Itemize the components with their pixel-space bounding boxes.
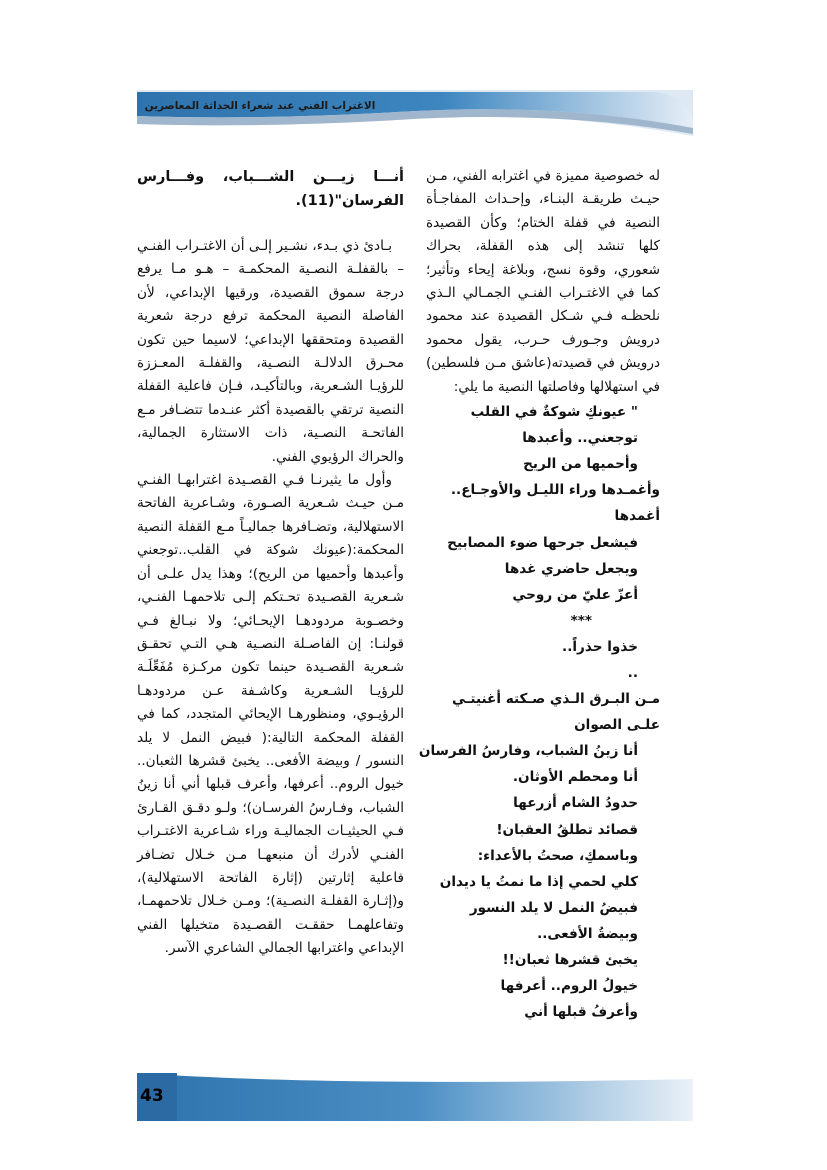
poem-line: وباسمكِ، صحتُ بالأعداء: xyxy=(477,847,638,864)
poem-line: أنا زينُ الشباب، وفارسُ الفرسان xyxy=(418,743,638,760)
poem-line: .. xyxy=(627,665,638,681)
poem-line: وأغمـدها وراء الليـل والأوجـاع.. أغمدها xyxy=(450,482,660,525)
right-intro-paragraph: له خصوصية مميزة في اغترابه الفني، مـن حيـث طريقـة البنـاء، وإحـداث المفاجـأة النصية في قفلة الختام؛ وكأن القصيدة كلها تنشد إلى هذه القفلة، بحراك شعوري، وقوة نسج، وبلاغة إيحاء وتأثير؛ كما في الاغتـراب الفنـي الجمـالي الـذي نلحظـه فـي شـكل القصيدة عند محمود درويش وجـورف حـرب، يقول محمود درويش في قصيدته(عاشق مـن فلسطين) في استهلالها وفاصلتها النصية ما يلي: xyxy=(426,168,660,395)
poem-line: فبيضُ النمل لا يلد النسور xyxy=(469,899,638,916)
poem-line: قصائد تطلقُ العقبان! xyxy=(496,821,638,838)
poem-line: خيولُ الروم.. أعرفها xyxy=(500,978,638,995)
page-number: 43 xyxy=(140,1086,164,1106)
poem-line: فيشعل جرحها ضوء المصابيح xyxy=(447,534,638,551)
left-lead-verse: أنـــا زيـــن الشـــباب، وفـــارس الفرسان"(11). xyxy=(137,169,404,209)
poem-line: وبيضةُ الأفعى.. xyxy=(537,925,638,942)
poem-line: يخبئ قشرها ثعبان!! xyxy=(502,952,638,969)
poem-separator: *** xyxy=(570,612,592,629)
poem-line: خذوا حذراً.. xyxy=(562,638,638,655)
poem-line: مـن البـرق الـذي صـكته أغنيتـي علـى الصوان xyxy=(452,691,660,734)
header-title: الاغتراب الفني عند شعراء الحداثة المعاصرين xyxy=(144,100,376,112)
footer-band xyxy=(137,1073,693,1121)
spacer xyxy=(137,213,404,235)
left-column xyxy=(137,165,404,961)
poem-line: ويجعل حاضري غدها xyxy=(504,560,638,577)
poem-line: توجعني.. وأعبدها xyxy=(522,430,638,447)
poem-line: حدودُ الشام أزرعها xyxy=(513,795,638,812)
poem-line: أنا ومحطم الأوثان. xyxy=(512,769,638,786)
poem-line: أعزّ عليّ من روحي xyxy=(512,586,638,603)
right-column xyxy=(418,165,660,1025)
left-paragraph-1: بـادئ ذي بـدء، نشـير إلـى أن الاغتـراب الفنـي – بالقفلـة النصـية المحكمـة – هـو مـا يرفع درجة سموق القصيدة، ورقيها الإبداعي، لأن الفاصلة النصية المحكمة ترفع درجة شعرية القصيدة ومتحققها الإبداعي؛ لاسيما حين تكون محـرق الدلالـة النصـية، والقفلـة المعـززة للرؤيـا الشـعرية، وبالتأكيـد، فـإن فاعلية القفلة النصية ترتقي بالقصيدة أكثر عنـدما تتضـافر مـع الفاتحـة النصـية، ذات الاستثارة الجمالية، والحراك الرؤيوي الفني. xyxy=(137,238,404,465)
poem-block xyxy=(418,399,660,1025)
poem-line: وأحميها من الريح xyxy=(523,456,638,473)
poem-line: وأعرفُ قبلها أني xyxy=(524,1004,638,1021)
poem-line: كلي لحمي إذا ما نمتُ يا ديدان xyxy=(439,873,638,890)
left-paragraph-2: وأول ما يثيرنـا فـي القصـيدة اغترابهـا الفنـي مـن حيـث شـعرية الصـورة، وشـاعرية الفاتحة الاستهلالية، وتضـافرها جماليـاً مـع القفلة النصية المحكمة:(عيونك شوكة في القلب..توجعني وأعبدها وأحميها من الريح)؛ وهذا يدل علـى أن شـعرية القصـيدة تحـتكم إلـى تلاحمهـا الفنـي، وخصـوبة مردودهـا الإيحـائي؛ ولا نبـالغ فـي قولنـا: إن الفاصـلة النصـية هـي التـي تحقـق شـعرية القصـيدة حينما تكون مركـزة مُفَعِّلَـة للرؤيـا الشـعرية وكاشـفة عـن مردودهـا الرؤيـوي، ومنظورهـا الإيحائي المتجدد، كما في القفلة المحكمة التالية:( فبيض النمل لا يلد النسور / وبيضة الأفعى.. يخبئ قشرها الثعبان.. خيول الروم.. أعرفها، وأعرف قبلها أني أنا زينُ الشباب، وفـارسُ الفرسـان)؛ ولـو دقـق القـارئ فـي الحيثيـات الجماليـة وراء شـاعرية الاغتـراب الفنـي لأدرك أن منبعهـا مـن خـلال تضـافر فاعلية إثارتين (إثارة الفاتحة الاستهلالية)، و(إثـارة القفلـة النصـية)؛ ومـن خـلال تلاحمهمـا، وتفاعلهمـا حققـت القصـيدة متخيلها الفني الإبداعي واغترابها الجمالي الشاعري الآسر. xyxy=(137,472,404,957)
poem-line: " عيونكِ شوكةٌ في القلب xyxy=(470,404,638,421)
